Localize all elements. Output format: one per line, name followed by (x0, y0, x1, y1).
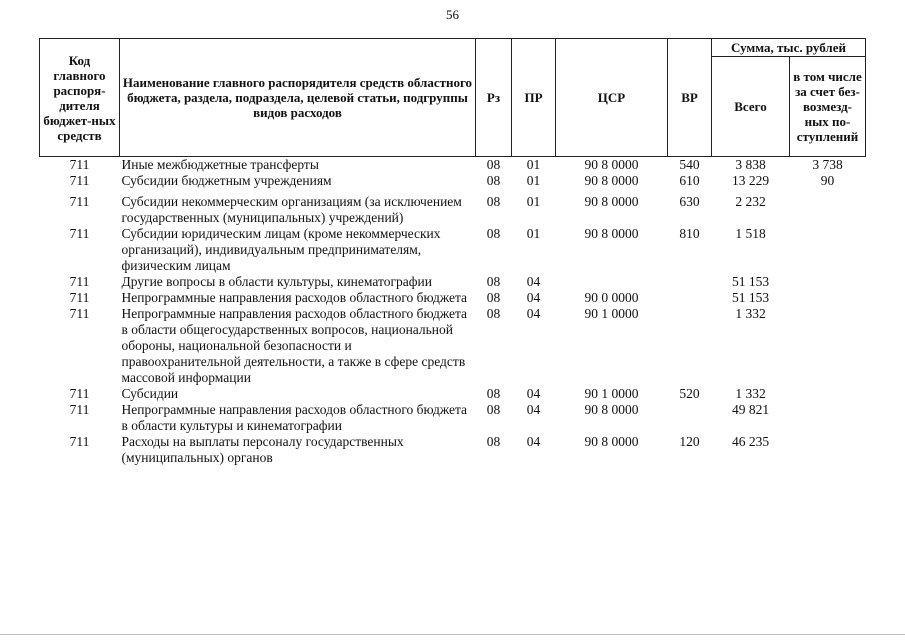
cell-vr (668, 290, 712, 306)
cell-pr: 04 (526, 274, 541, 289)
cell-total: 2 232 (735, 194, 766, 209)
cell-free (790, 189, 866, 226)
cell-total: 46 235 (731, 434, 770, 449)
cell-vr (668, 274, 712, 290)
cell-csr (556, 274, 668, 290)
cell-pr: 04 (526, 434, 541, 449)
cell-free: 90 (820, 173, 835, 188)
table-row (40, 173, 866, 189)
page-bottom-rule (0, 634, 905, 635)
cell-pr: 01 (526, 194, 541, 209)
cell-pr: 01 (526, 226, 541, 241)
budget-table (39, 38, 866, 466)
header-total: Всего (712, 57, 790, 157)
cell-csr: 90 8 0000 (584, 434, 639, 449)
cell-rz: 08 (486, 194, 501, 209)
cell-rz: 08 (486, 434, 501, 449)
cell-name: Субсидии бюджетным учреждениям (121, 173, 332, 188)
cell-csr: 90 8 0000 (584, 194, 639, 209)
cell-code: 711 (69, 194, 90, 209)
cell-code: 711 (69, 173, 90, 188)
cell-csr: 90 8 0000 (584, 402, 639, 417)
cell-total: 1 332 (735, 306, 766, 321)
cell-csr: 90 0 0000 (584, 290, 639, 305)
cell-total: 1 518 (735, 226, 766, 241)
cell-vr: 630 (679, 194, 700, 209)
cell-pr: 04 (526, 290, 541, 305)
cell-rz: 08 (486, 173, 501, 188)
cell-name: Другие вопросы в области культуры, кинематографии (121, 274, 432, 289)
cell-code: 711 (69, 157, 90, 172)
cell-vr: 520 (679, 386, 700, 401)
cell-csr: 90 1 0000 (584, 306, 639, 321)
cell-free (790, 402, 866, 434)
cell-vr: 120 (679, 434, 700, 449)
cell-name: Непрограммные направления расходов областного бюджета в области общегосударственных вопросов, национальной обороны, национальной безопасности и правоохранительной деятельности, а также в сфере средств массовой информации (121, 306, 468, 385)
cell-vr: 540 (679, 157, 700, 172)
table-row (40, 274, 866, 290)
cell-code: 711 (69, 434, 90, 449)
cell-vr: 610 (679, 173, 700, 188)
cell-csr: 90 8 0000 (584, 226, 639, 241)
cell-csr: 90 1 0000 (584, 386, 639, 401)
cell-rz: 08 (486, 157, 501, 172)
cell-vr (668, 306, 712, 386)
cell-rz: 08 (486, 274, 501, 289)
cell-total: 49 821 (731, 402, 770, 417)
cell-rz: 08 (486, 402, 501, 417)
header-name: Наименование главного распорядителя средств областного бюджета, раздела, подраздела, целевой статьи, подгруппы видов расходов (120, 39, 476, 157)
cell-name: Субсидии юридическим лицам (кроме некоммерческих организаций), индивидуальным предпринимателям, физическим лицам (121, 226, 441, 273)
cell-pr: 01 (526, 173, 541, 188)
table-row (40, 157, 866, 174)
header-rz: Рз (476, 39, 512, 157)
table-row (40, 290, 866, 306)
cell-name: Иные межбюджетные трансферты (121, 157, 319, 172)
cell-free: 3 738 (812, 157, 843, 172)
cell-rz: 08 (486, 226, 501, 241)
cell-code: 711 (69, 274, 90, 289)
cell-name: Непрограммные направления расходов областного бюджета в области культуры и кинематографии (121, 402, 468, 433)
cell-total: 13 229 (731, 173, 770, 188)
cell-total: 1 332 (735, 386, 766, 401)
page-number: 56 (446, 7, 459, 22)
header-vr: ВР (668, 39, 712, 157)
cell-name: Субсидии некоммерческим организациям (за исключением государственных (муниципальных) учреждений) (121, 194, 462, 225)
table-row (40, 402, 866, 434)
header-sum: Сумма, тыс. рублей (712, 39, 866, 57)
cell-rz: 08 (486, 290, 501, 305)
table-row (40, 226, 866, 274)
cell-code: 711 (69, 402, 90, 417)
table-row (40, 386, 866, 402)
cell-csr: 90 8 0000 (584, 157, 639, 172)
cell-name: Расходы на выплаты персоналу государственных (муниципальных) органов (121, 434, 404, 465)
cell-free (790, 290, 866, 306)
cell-code: 711 (69, 386, 90, 401)
cell-code: 711 (69, 290, 90, 305)
cell-name: Непрограммные направления расходов областного бюджета (121, 290, 468, 305)
cell-csr: 90 8 0000 (584, 173, 639, 188)
header-code: Код главного распоря-дителя бюджет-ных средств (40, 39, 120, 157)
table-row (40, 189, 866, 226)
cell-pr: 04 (526, 402, 541, 417)
cell-total: 3 838 (735, 157, 766, 172)
cell-code: 711 (69, 306, 90, 321)
cell-total: 51 153 (731, 274, 770, 289)
cell-free (790, 306, 866, 386)
cell-total: 51 153 (731, 290, 770, 305)
cell-pr: 01 (526, 157, 541, 172)
cell-pr: 04 (526, 386, 541, 401)
table-row (40, 306, 866, 386)
cell-vr (668, 402, 712, 434)
cell-vr: 810 (679, 226, 700, 241)
cell-free (790, 386, 866, 402)
cell-rz: 08 (486, 386, 501, 401)
cell-pr: 04 (526, 306, 541, 321)
header-free: в том числе за счет без-возмезд-ных по-ступлений (790, 57, 866, 157)
table-body (40, 157, 866, 467)
table-row (40, 434, 866, 466)
header-pr: ПР (512, 39, 556, 157)
cell-rz: 08 (486, 306, 501, 321)
cell-free (790, 226, 866, 274)
cell-name: Субсидии (121, 386, 179, 401)
cell-free (790, 274, 866, 290)
cell-free (790, 434, 866, 466)
cell-code: 711 (69, 226, 90, 241)
header-csr: ЦСР (556, 39, 668, 157)
